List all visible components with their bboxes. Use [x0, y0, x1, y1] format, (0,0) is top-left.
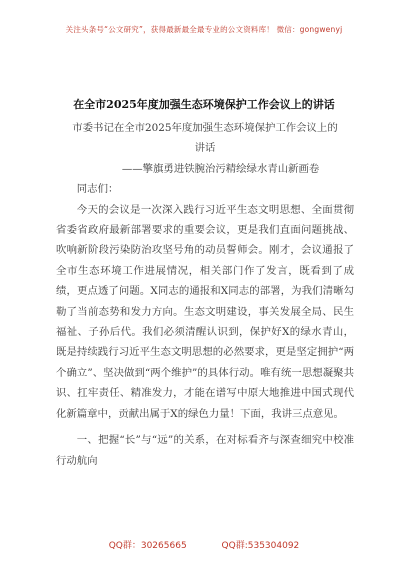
footer-qq-group-1: QQ群：30265665 [108, 541, 187, 551]
document-title: 在全市2025年度加强生态环境保护工作会议上的讲话 [73, 98, 335, 111]
header-promo-note: 关注头条号“公文研究”，获得最新最全最专业的公文资料库！ 微信：gongwenyj [65, 25, 343, 34]
paragraph-1: 今天的会议是一次深入践行习近平生态文明思想、全面贯彻省委省政府最新部署要求的重要会议，更是我们直面问题挑战、吹响新阶段污染防治攻坚号角的动员誓师会。刚才，会议通报了全市生态环境工作进展情况，相关部门作了发言，既看到了成绩，更点透了问题。X同志的通报和X同志的部署，为我们清晰勾勒了当前态势和发力方向。生态文明建设，事关发展全局、民生福祉、子孙后代。我们必须清醒认识到，保护好X的绿水青山，既是持续践行习近平生态文明思想的必然要求，更是坚定拥护“两个确立”、坚决做到“两个维护”的具体行动。唯有统一思想凝聚共识、扛牢责任、精准发力，才能在谱写中原大地推进中国式现代化新篇章中，贡献出属于X的绿色力量！下面，我讲三点意见。 [56, 203, 354, 420]
salutation: 同志们： [76, 183, 119, 196]
speech-subtitle-line2: 讲话 [194, 142, 216, 155]
footer [0, 538, 408, 551]
footer-qq-group-2: QQ群:535304092 [221, 541, 300, 551]
speech-tagline: ——擎旗勇进铁腕治污精绘绿水青山新画卷 [121, 162, 320, 175]
speech-subtitle-line1: 市委书记在全市2025年度加强生态环境保护工作会议上的 [72, 122, 338, 134]
section-heading-1: 一、把握“长”与“远”的关系，在对标看齐与深查细究中校准行动航向 [56, 434, 354, 467]
document-body [56, 118, 354, 471]
